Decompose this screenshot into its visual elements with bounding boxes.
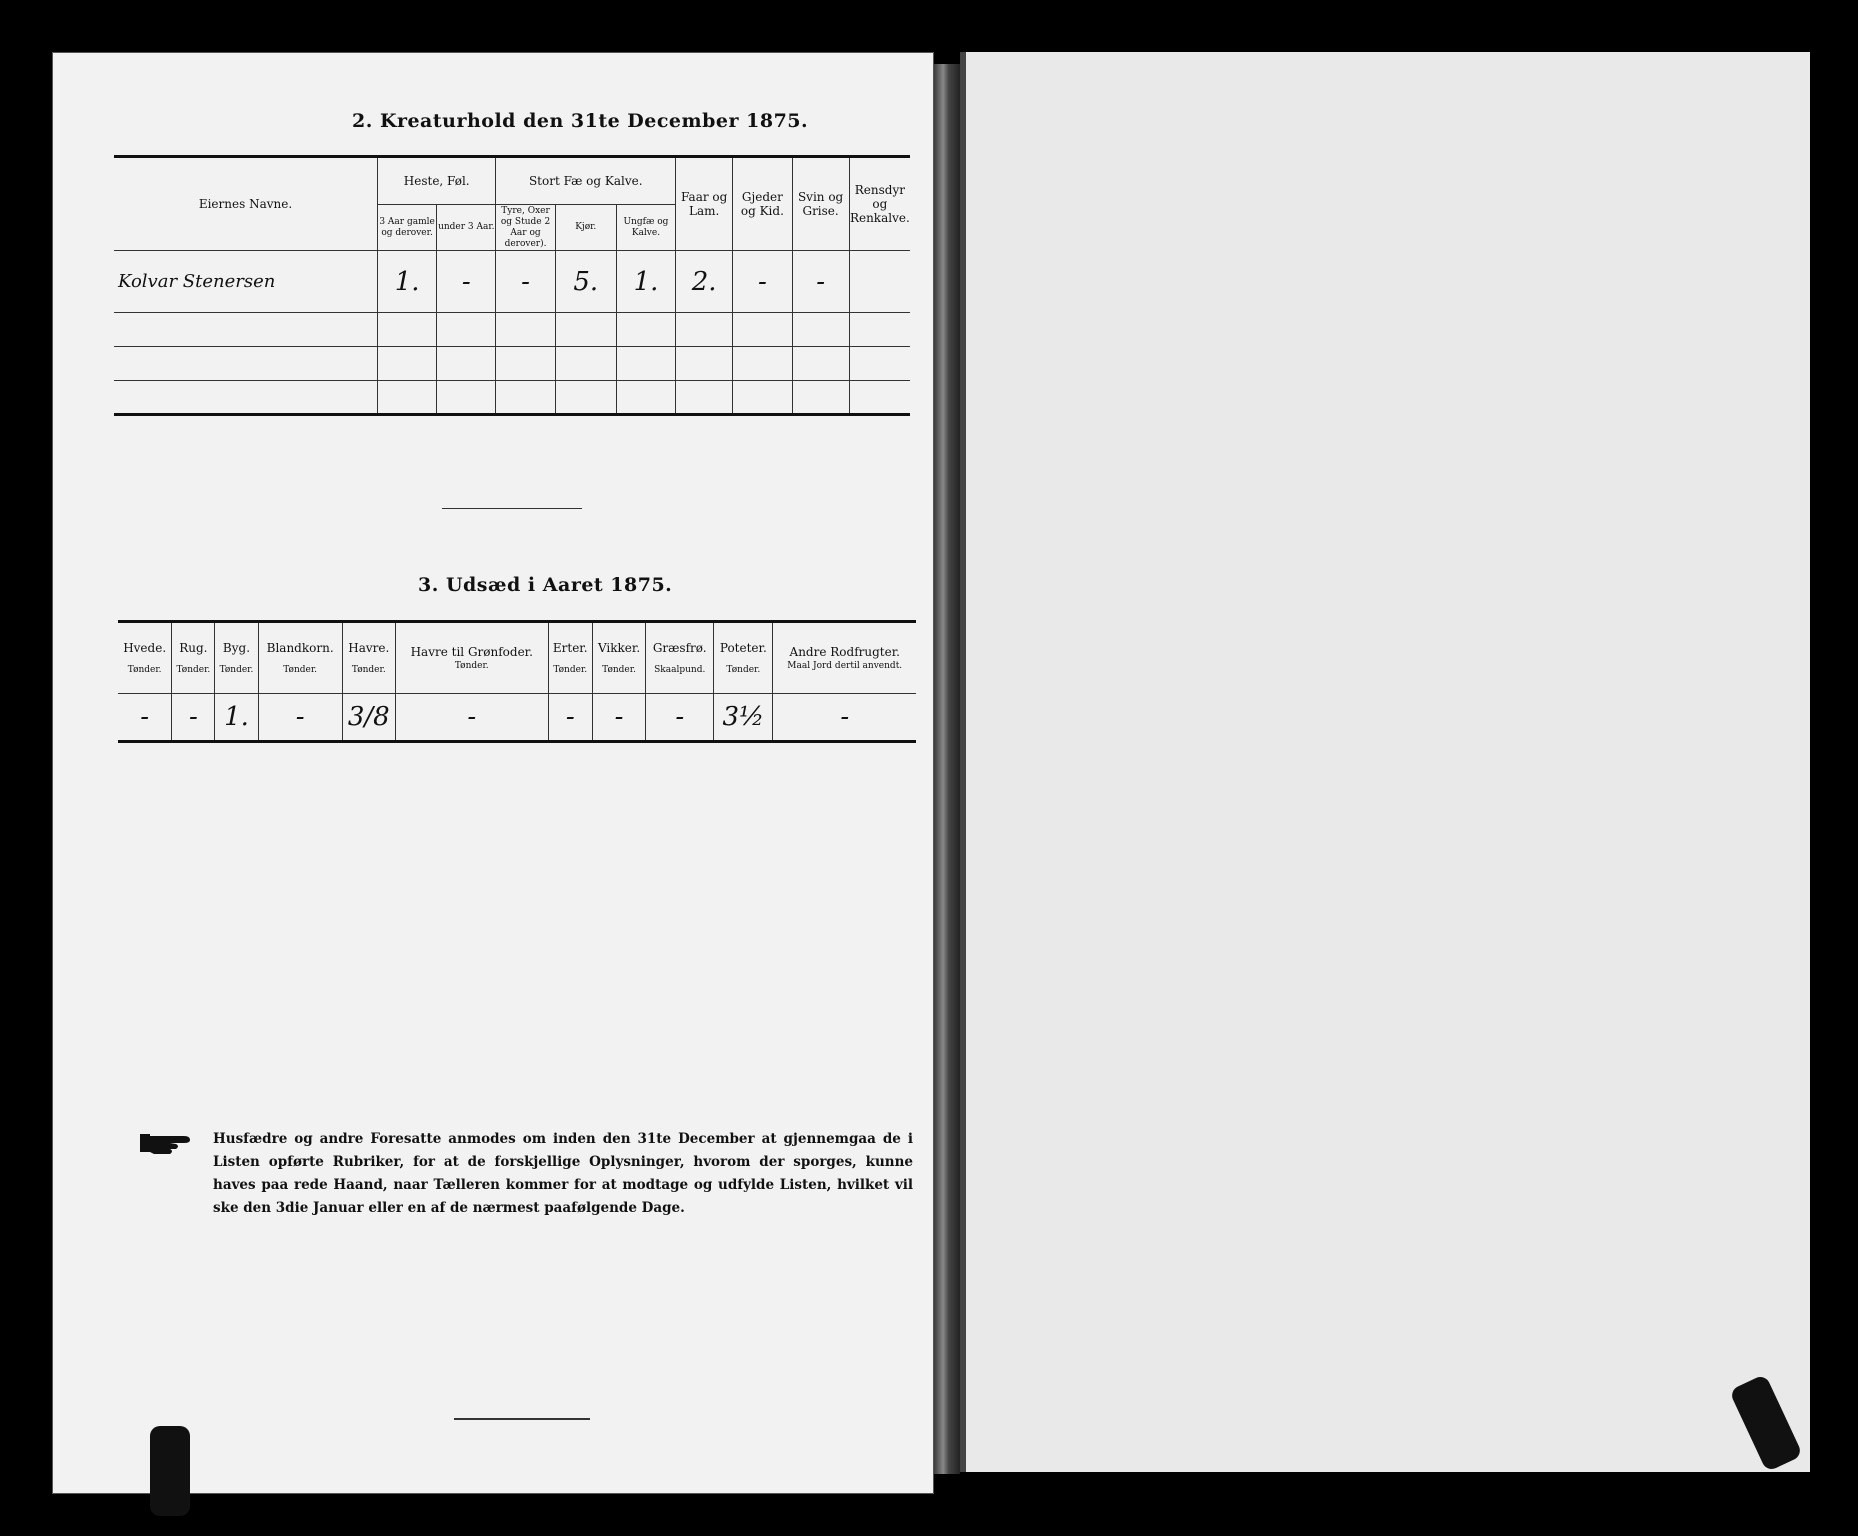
heste-sub2-header: under 3 Aar. <box>437 205 496 251</box>
hvede-header: Hvede. Tønder. <box>118 622 172 694</box>
pointing-hand-icon <box>140 1130 198 1156</box>
faar-header: Faar og Lam. <box>676 157 733 251</box>
vikker-header: Vikker. Tønder. <box>592 622 645 694</box>
cell-stort1: - <box>496 251 555 313</box>
value-rug: - <box>172 694 215 742</box>
cell-svin: - <box>792 251 849 313</box>
havre-gronfoder-header: Havre til Grønfoder. Tønder. <box>395 622 548 694</box>
separator-rule <box>442 508 582 509</box>
seed-table <box>118 620 916 743</box>
havre-header: Havre. Tønder. <box>342 622 395 694</box>
table-row <box>114 313 910 347</box>
andre-rodfrugter-header: Andre Rodfrugter. Maal Jord dertil anvendt. <box>773 622 916 694</box>
table-row <box>114 347 910 381</box>
table-row <box>114 251 910 313</box>
cell-stort2: 5. <box>555 251 616 313</box>
heste-header: Heste, Føl. <box>377 157 495 205</box>
graesfro-header: Græsfrø. Skaalpund. <box>646 622 714 694</box>
owner-header: Eiernes Navne. <box>114 157 377 251</box>
stort-sub3-header: Ungfæ og Kalve. <box>616 205 675 251</box>
cell-gjeder: - <box>733 251 792 313</box>
livestock-table <box>114 155 910 416</box>
stort-sub2-header: Kjør. <box>555 205 616 251</box>
heste-sub1-header: 3 Aar gamle og derover. <box>377 205 436 251</box>
value-vikker: - <box>592 694 645 742</box>
right-page <box>960 52 1810 1472</box>
rensdyr-header: Rensdyr og Renkalve. <box>849 157 910 251</box>
value-blandkorn: - <box>258 694 342 742</box>
section2-title: 2. Kreaturhold den 31te December 1875. <box>352 110 809 132</box>
value-havre-gronfoder: - <box>395 694 548 742</box>
book-binding <box>932 64 960 1474</box>
closing-rule <box>454 1418 590 1420</box>
value-byg: 1. <box>215 694 258 742</box>
cell-heste1: 1. <box>377 251 436 313</box>
notice-text: Husfædre og andre Foresatte anmodes om inden den 31te December at gjennemgaa de i Listen opførte Rubriker, for at de forskjellige Oplysninger, hvorom der sporges, kunne haves paa rede Haand, naar Tælleren kommer for at modtage og udfylde Listen, hvilket vil ske den 3die Januar eller en af de nærmest paafølgende Dage. <box>213 1131 913 1216</box>
value-graesfro: - <box>646 694 714 742</box>
value-erter: - <box>548 694 592 742</box>
table-row <box>114 381 910 415</box>
owner-cell: Kolvar Stenersen <box>114 251 377 313</box>
cell-rensdyr <box>849 251 910 313</box>
stort-header: Stort Fæ og Kalve. <box>496 157 676 205</box>
stort-sub1-header: Tyre, Oxer og Stude 2 Aar og derover). <box>496 205 555 251</box>
value-poteter: 3½ <box>714 694 773 742</box>
svin-header: Svin og Grise. <box>792 157 849 251</box>
erter-header: Erter. Tønder. <box>548 622 592 694</box>
blandkorn-header: Blandkorn. Tønder. <box>258 622 342 694</box>
poteter-header: Poteter. Tønder. <box>714 622 773 694</box>
value-havre: 3/8 <box>342 694 395 742</box>
cell-heste2: - <box>437 251 496 313</box>
rug-header: Rug. Tønder. <box>172 622 215 694</box>
value-andre-rodfrugter: - <box>773 694 916 742</box>
section3-title: 3. Udsæd i Aaret 1875. <box>418 574 673 596</box>
value-hvede: - <box>118 694 172 742</box>
cell-faar: 2. <box>676 251 733 313</box>
gjeder-header: Gjeder og Kid. <box>733 157 792 251</box>
corner-tab-left <box>150 1426 190 1516</box>
cell-stort3: 1. <box>616 251 675 313</box>
byg-header: Byg. Tønder. <box>215 622 258 694</box>
table-row <box>118 694 916 742</box>
